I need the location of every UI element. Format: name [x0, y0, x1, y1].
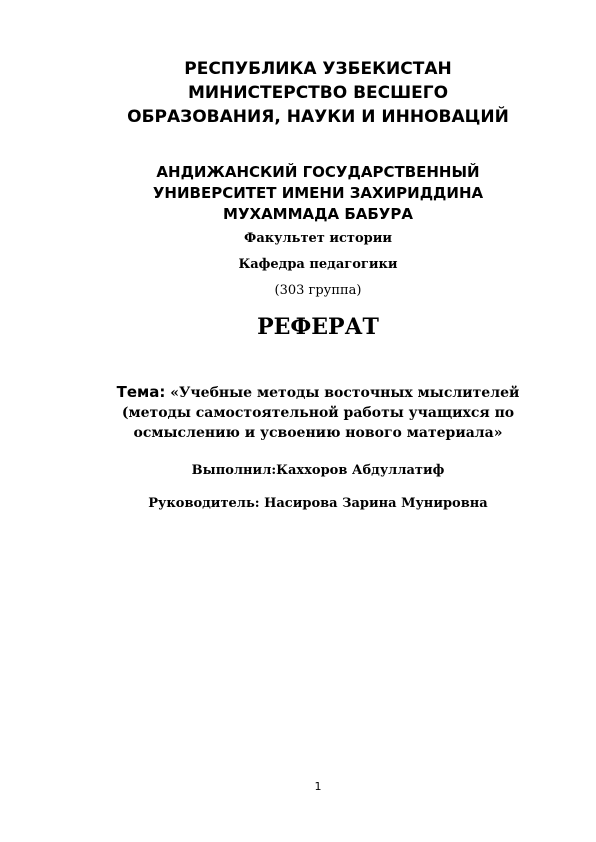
ministry-heading — [60, 57, 576, 129]
topic-block — [110, 382, 526, 443]
university-heading-line: УНИВЕРСИТЕТ ИМЕНИ ЗАХИРИДДИНА — [152, 184, 484, 202]
topic-line: «Учебные методы восточных мыслителей — [170, 385, 520, 401]
document-type-title: РЕФЕРАТ — [257, 314, 379, 340]
group-number: (303 группа) — [274, 283, 362, 298]
supervisor-line: Руководитель: Насирова Зарина Мунировна — [148, 496, 488, 511]
university-heading — [60, 162, 576, 225]
university-heading-line: АНДИЖАНСКИЙ ГОСУДАРСТВЕННЫЙ — [156, 163, 480, 181]
university-heading-line: МУХАММАДА БАБУРА — [223, 205, 413, 223]
topic-line-first — [110, 382, 526, 403]
ministry-heading-line: ОБРАЗОВАНИЯ, НАУКИ И ИННОВАЦИЙ — [127, 107, 509, 127]
ministry-heading-line: МИНИСТЕРСТВО ВЕСШЕГО — [187, 83, 449, 103]
topic-line: осмыслению и усвоению нового материала» — [133, 425, 503, 441]
topic-label: Тема: — [116, 383, 166, 401]
ministry-heading-line: РЕСПУБЛИКА УЗБЕКИСТАН — [184, 59, 452, 79]
topic-line: (методы самостоятельной работы учащихся по — [121, 405, 515, 421]
faculty-name: Факультет истории — [243, 231, 393, 246]
page-number: 1 — [314, 780, 322, 793]
author-line: Выполнил:Каххоров Абдуллатиф — [191, 463, 445, 478]
department-name: Кафедра педагогики — [238, 257, 398, 272]
